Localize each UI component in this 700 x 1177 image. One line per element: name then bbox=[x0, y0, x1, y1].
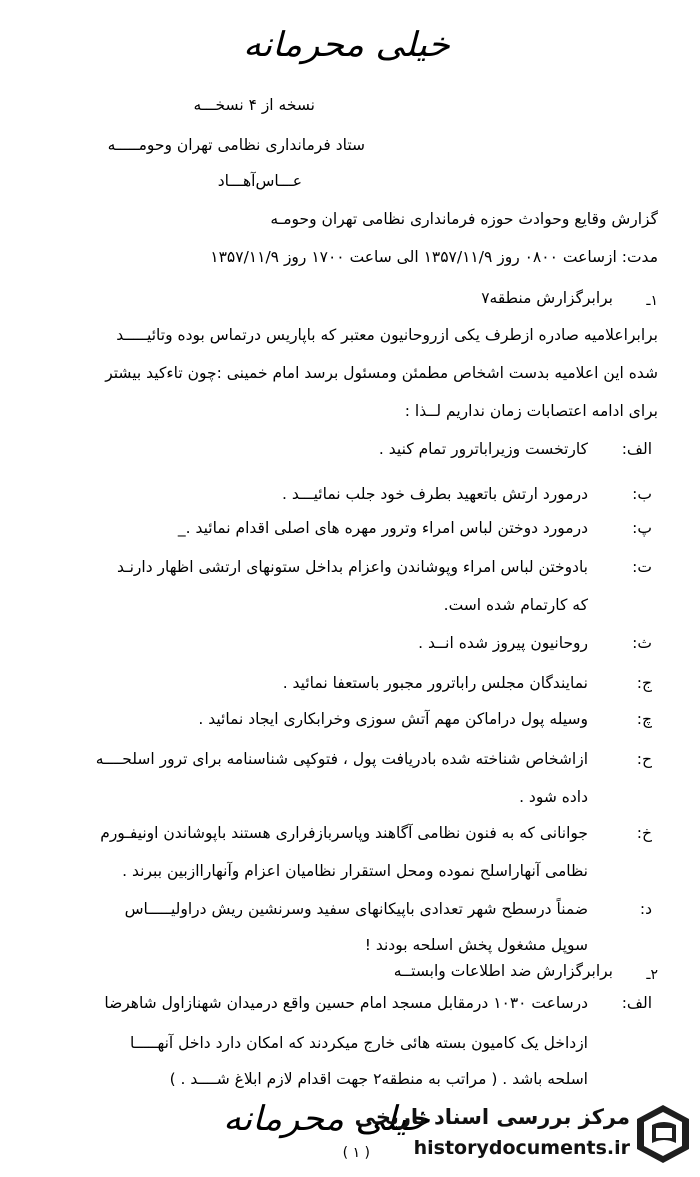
item-label: ت: bbox=[632, 558, 652, 576]
item-label: ج: bbox=[636, 674, 652, 692]
section-1-paragraph-line: شده این اعلامیه بدست اشخاص مطمئن ومسئول برسد امام خمینی :چون تاءکید بیشتر bbox=[105, 364, 658, 382]
archive-logo-icon bbox=[634, 1103, 692, 1165]
watermark-title: مرکز بررسی اسناد تاریخی bbox=[354, 1105, 630, 1129]
item-label: ب: bbox=[632, 485, 652, 503]
watermark-url: historydocuments.ir bbox=[413, 1137, 630, 1159]
organization-line: ستاد فرمانداری نظامی تهران وحومـــــه bbox=[107, 136, 365, 154]
item-text: کارتخست وزیراباترور تمام کنید . bbox=[378, 440, 588, 458]
item-text: ازاشخاص شناخته شده بادریافت پول ، فتوکپی شناسنامه برای ترور اسلحــــه bbox=[95, 750, 588, 768]
item-label: د: bbox=[639, 900, 652, 918]
operations-line: عـــاس‌آهـــاد bbox=[217, 172, 302, 190]
item-text: اسلحه باشد . ( مراتب به منطقه۲ جهت اقدام لازم ابلاغ شــــد . ) bbox=[169, 1070, 588, 1088]
item-text: درساعت ۱۰۳۰ درمقابل مسجد امام حسین واقع درمیدان شهنازاول شاهرضا bbox=[104, 994, 588, 1012]
item-label: ث: bbox=[632, 634, 652, 652]
item-text: نمایندگان مجلس راباترور مجبور باستعفا نمائید . bbox=[282, 674, 588, 692]
item-text: درمورد ارتش باتعهید بطرف خود جلب نمائیـــد . bbox=[282, 485, 588, 503]
section-1-number: ۱ـ bbox=[646, 293, 658, 309]
page-number: ( ۱ ) bbox=[342, 1145, 370, 1161]
section-1-heading: برابرگزارش منطقه۷ bbox=[481, 289, 613, 307]
item-text: که کارتمام شده است. bbox=[443, 596, 588, 614]
item-label: الف: bbox=[621, 994, 652, 1012]
classification-stamp-top: خیلی محرمانه bbox=[243, 25, 450, 65]
item-label: ح: bbox=[636, 750, 652, 768]
copy-number-line: نسخه از ۴ نسخـــه bbox=[193, 96, 315, 114]
item-text: داده شود . bbox=[519, 788, 588, 806]
item-label: الف: bbox=[621, 440, 652, 458]
item-text: نظامی آنهاراسلح نموده ومحل استقرار نظامیان اعزام وآنهاراازبین ببرند . bbox=[122, 862, 588, 880]
item-text: ضمناً درسطح شهر تعدادی باپیکانهای سفید وسرنشین ریش دراولیـــــاس bbox=[124, 900, 588, 918]
section-2-number: ۲ـ bbox=[646, 967, 658, 983]
report-title: گزارش وقایع وحوادث حوزه فرمانداری نظامی تهران وحومـه bbox=[270, 210, 658, 228]
report-period: مدت: ازساعت ۰۸۰۰ روز ۱۳۵۷/۱۱/۹ الی ساعت ۱۷۰۰ روز ۱۳۵۷/۱۱/۹ bbox=[210, 248, 658, 266]
item-label: خ: bbox=[636, 824, 652, 842]
item-text: سوپل مشغول پخش اسلحه بودند ! bbox=[364, 936, 588, 954]
item-text: روحانیون پیروز شده انــد . bbox=[418, 634, 588, 652]
section-2-heading: برابرگزارش ضد اطلاعات وابستــه bbox=[393, 962, 613, 980]
item-label: پ: bbox=[632, 519, 652, 537]
classification-stamp-bottom: خیلی محرمانه bbox=[223, 1099, 430, 1139]
item-text: ازداخل یک کامیون بسته هائی خارج میکردند که امکان دارد داخل آنهـــــا bbox=[130, 1034, 588, 1052]
item-text: بادوختن لباس امراء وپوشاندن واعزام بداخل ستونهای ارتشی اظهار دارنـد bbox=[116, 558, 588, 576]
item-label: چ: bbox=[636, 710, 652, 728]
item-text: جوانانی که به فنون نظامی آگاهند وپاسربازفراری هستند باپوشاندن اونیفـورم bbox=[100, 824, 588, 842]
item-text: وسیله پول دراماکن مهم آتش سوزی وخرابکاری ایجاد نمائید . bbox=[198, 710, 588, 728]
item-text: درمورد دوختن لباس امراء وترور مهره های اصلی اقدام نمائید ._ bbox=[177, 519, 588, 537]
section-1-paragraph-line: برابراعلامیه صادره ازطرف یکی ازروحانیون معتبر که باپاریس درتماس بوده وتائیـــــد bbox=[116, 326, 658, 344]
archive-watermark bbox=[354, 1097, 696, 1171]
section-1-paragraph-line: برای ادامه اعتصابات زمان نداریم لــذا : bbox=[404, 402, 658, 420]
